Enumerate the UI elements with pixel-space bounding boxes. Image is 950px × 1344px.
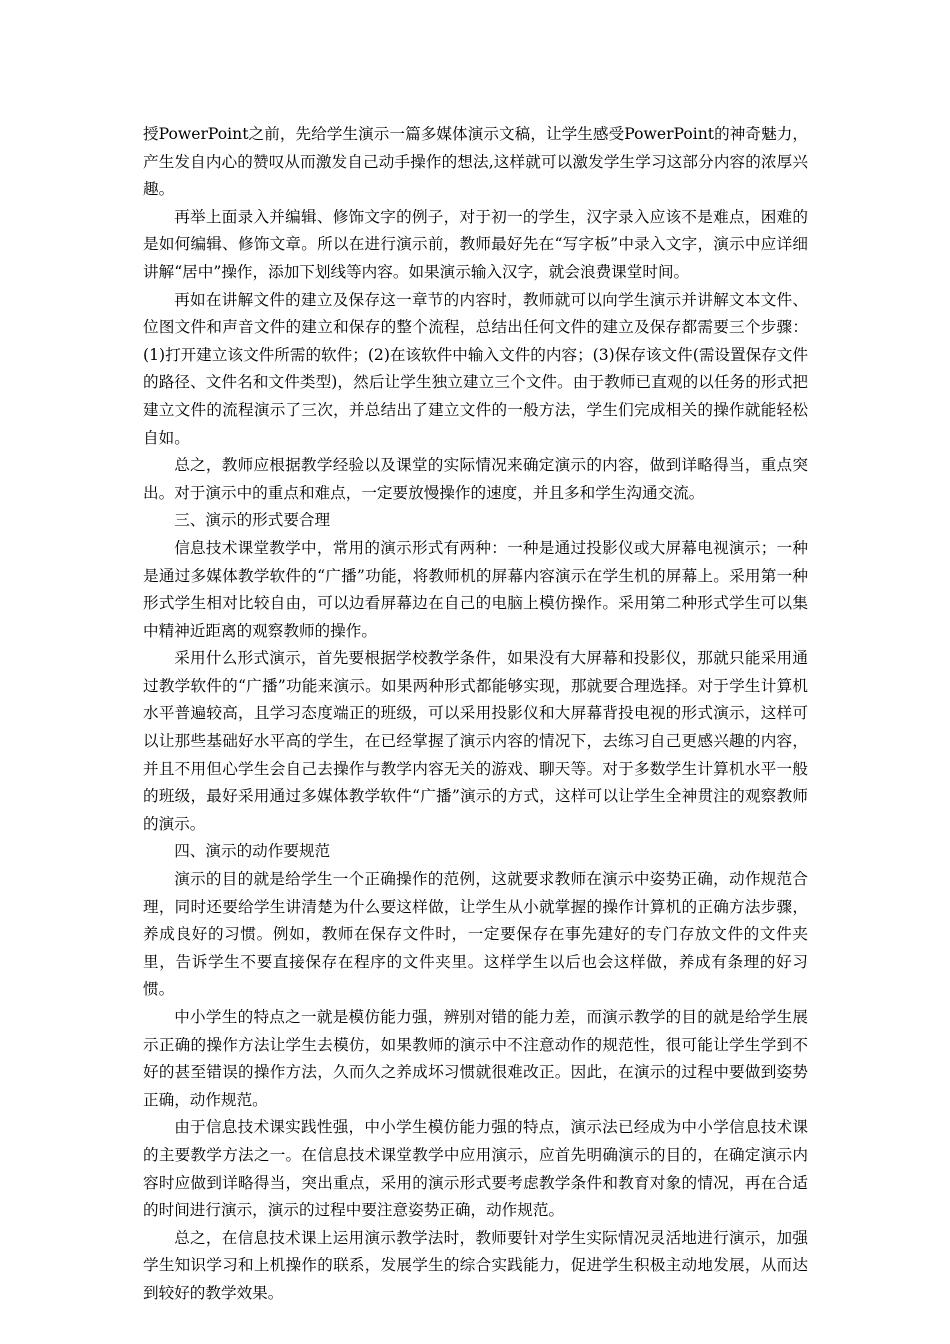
section-heading-3: 三、演示的形式要合理 [174, 511, 331, 530]
paragraph-continuation: 授PowerPoint之前，先给学生演示一篇多媒体演示文稿，让学生感受PowerPoint的神奇魅力，产生发自内心的赞叹从而激发自己动手操作的想法,这样就可以激发学生学习这部分内容的浓厚兴趣。 [143, 125, 808, 199]
paragraph: 总之，教师应根据教学经验以及课堂的实际情况来确定演示的内容，做到详略得当，重点突出。对于演示中的重点和难点，一定要放慢操作的速度，并且多和学生沟通交流。 [143, 456, 808, 502]
paragraph: 采用什么形式演示，首先要根据学校教学条件，如果没有大屏幕和投影仪，那就只能采用通过教学软件的“广播”功能来演示。如果两种形式都能够实现，那就要合理选择。对于学生计算机水平普遍较高，且学习态度端正的班级，可以采用投影仪和大屏幕背投电视的形式演示，这样可以让那些基础好水平高的学生，在已经掌握了演示内容的情况下，去练习自己更感兴趣的内容，并且不用但心学生会自己去操作与教学内容无关的游戏、聊天等。对于多数学生计算机水平一般的班级，最好采用通过多媒体教学软件“广播”演示的方式，这样可以让学生全神贯注的观察教师的演示。 [143, 649, 808, 833]
section-heading-4: 四、演示的动作要规范 [174, 842, 331, 861]
paragraph: 信息技术课堂教学中，常用的演示形式有两种：一种是通过投影仪或大屏幕电视演示；一种是通过多媒体教学软件的“广播”功能，将教师机的屏幕内容演示在学生机的屏幕上。采用第一种形式学生相对比较自由，可以边看屏幕边在自己的电脑上模仿操作。采用第二种形式学生可以集中精神近距离的观察教师的操作。 [143, 538, 808, 640]
paragraph: 中小学生的特点之一就是模仿能力强，辨别对错的能力差，而演示教学的目的就是给学生展示正确的操作方法让学生去模仿，如果教师的演示中不注意动作的规范性，很可能让学生学到不好的甚至错误的操作方法，久而久之养成坏习惯就很难改正。因此，在演示的过程中要做到姿势正确，动作规范。 [143, 1008, 808, 1109]
paragraph: 演示的目的就是给学生一个正确操作的范例，这就要求教师在演示中姿势正确，动作规范合理，同时还要给学生讲清楚为什么要这样做，让学生从小就掌握的操作计算机的正确方法步骤，养成良好的习惯。例如，教师在保存文件时，一定要保存在事先建好的专门存放文件的文件夹里，告诉学生不要直接保存在程序的文件夹里。这样学生以后也会这样做，养成有条理的好习惯。 [143, 870, 808, 999]
document-body [143, 121, 808, 1308]
paragraph: 总之，在信息技术课上运用演示教学法时，教师要针对学生实际情况灵活地进行演示，加强学生知识学习和上机操作的联系，发展学生的综合实践能力，促进学生积极主动地发展，从而达到较好的教学效果。 [143, 1228, 808, 1302]
paragraph: 再如在讲解文件的建立及保存这一章节的内容时，教师就可以向学生演示并讲解文本文件、位图文件和声音文件的建立和保存的整个流程，总结出任何文件的建立及保存都需要三个步骤：(1)打开建立该文件所需的软件；(2)在该软件中输入文件的内容；(3)保存该文件(需设置保存文件的路径、文件名和文件类型)，然后让学生独立建立三个文件。由于教师已直观的以任务的形式把建立文件的流程演示了三次，并总结出了建立文件的一般方法，学生们完成相关的操作就能轻松自如。 [143, 290, 808, 447]
paragraph: 由于信息技术课实践性强，中小学生模仿能力强的特点，演示法已经成为中小学信息技术课的主要教学方法之一。在信息技术课堂教学中应用演示，应首先明确演示的目的，在确定演示内容时应做到详略得当，突出重点，采用的演示形式要考虑教学条件和教育对象的情况，再在合适的时间进行演示，演示的过程中要注意姿势正确，动作规范。 [143, 1118, 808, 1220]
paragraph: 再举上面录入并编辑、修饰文字的例子，对于初一的学生，汉字录入应该不是难点，困难的是如何编辑、修饰文章。所以在进行演示前，教师最好先在“写字板”中录入文字，演示中应详细讲解“居中”操作，添加下划线等内容。如果演示输入汉字，就会浪费课堂时间。 [143, 207, 808, 281]
